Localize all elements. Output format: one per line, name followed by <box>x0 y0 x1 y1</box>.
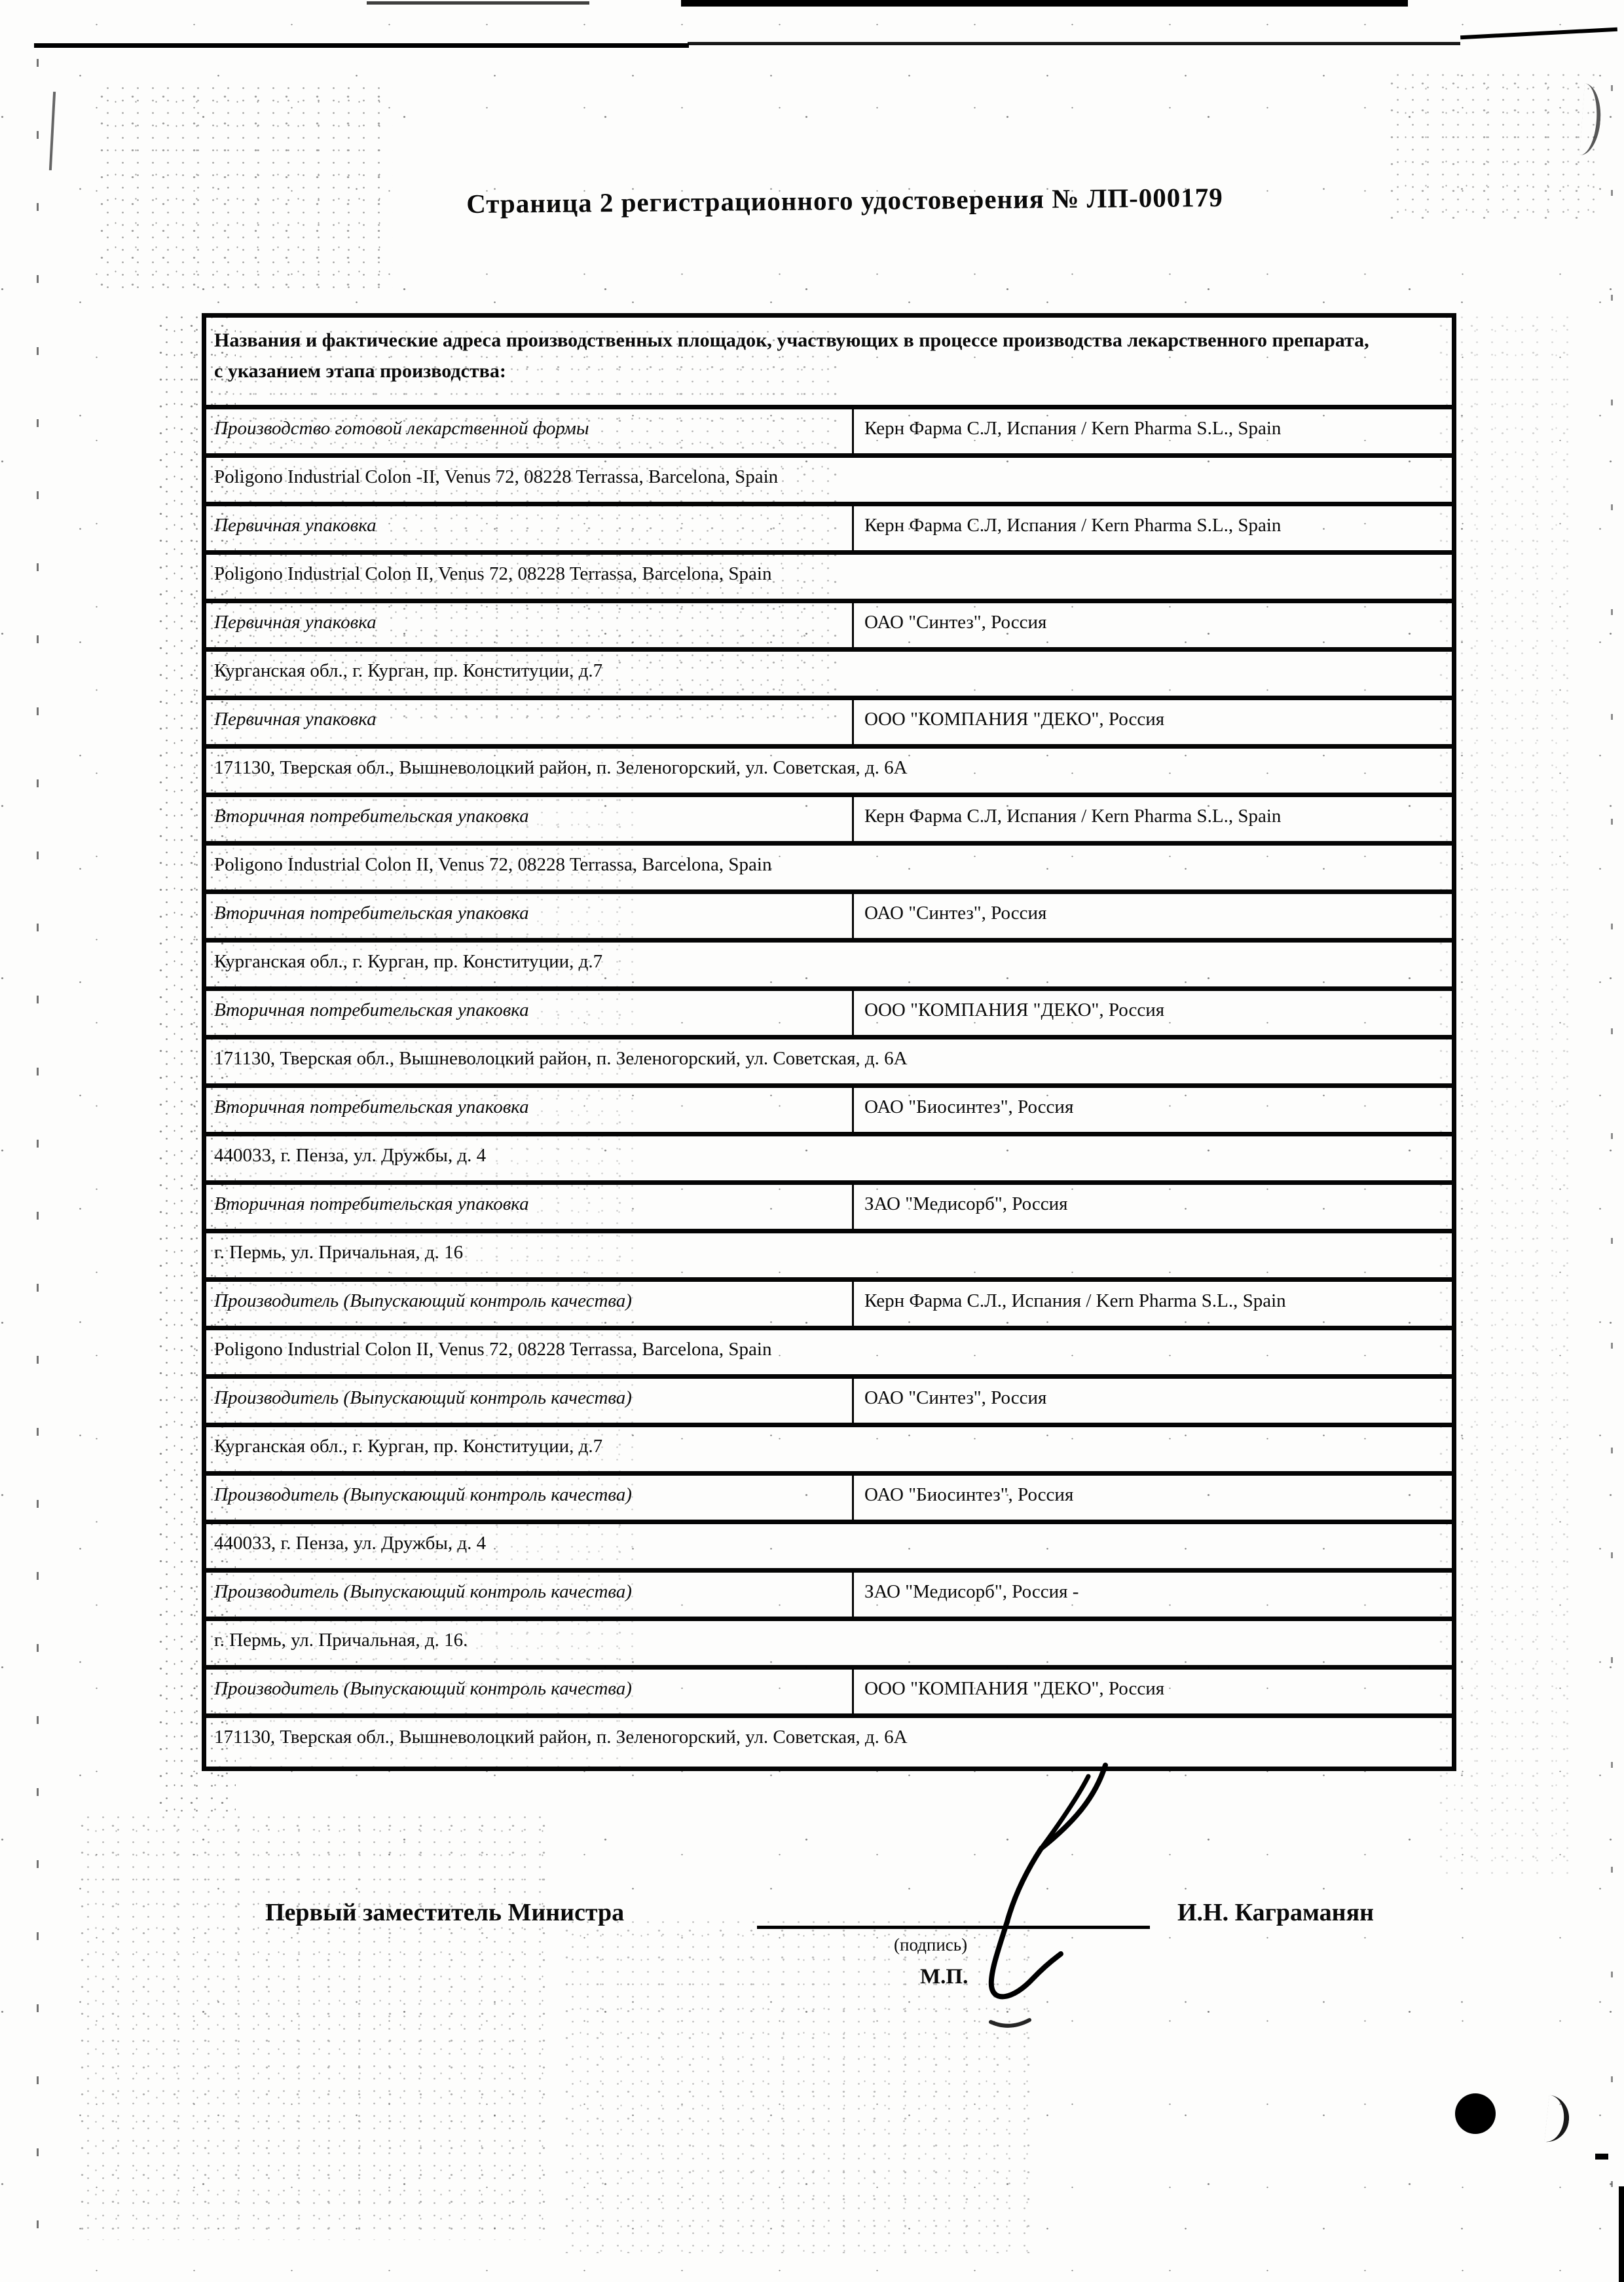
table-row <box>206 894 1452 943</box>
stage-label-cell: Вторичная потребительская упаковка <box>206 1185 854 1229</box>
manufacturer-cell: Керн Фарма С.Л, Испания / Kern Pharma S.L., Spain <box>864 806 1282 827</box>
table-row <box>206 1524 1452 1573</box>
stage-label-cell: Производство готовой лекарственной формы <box>206 409 854 453</box>
scan-tick-artifact <box>49 92 56 170</box>
table-row <box>206 749 1452 797</box>
table-row <box>206 1621 1452 1670</box>
manufacturer-cell: ОАО "Биосинтез", Россия <box>864 1484 1074 1505</box>
table-row <box>206 1282 1452 1330</box>
stage-label-cell: Производитель (Выпускающий контроль качества) <box>206 1282 854 1326</box>
stage-label-cell: Вторичная потребительская упаковка <box>206 797 854 841</box>
address-cell: Poligono Industrial Colon II, Venus 72, 08228 Terrassa, Barcelona, Spain <box>214 854 772 875</box>
address-cell: 171130, Тверская обл., Вышневолоцкий район, п. Зеленогорский, ул. Советская, д. 6А <box>214 1048 908 1069</box>
manufacturer-cell: ООО "КОМПАНИЯ "ДЕКО", Россия <box>864 1000 1165 1020</box>
stage-label-cell: Производитель (Выпускающий контроль качества) <box>206 1670 854 1713</box>
manufacturer-cell: Керн Фарма С.Л, Испания / Kern Pharma S.L., Spain <box>864 418 1282 439</box>
address-cell: 440033, г. Пенза, ул. Дружбы, д. 4 <box>214 1533 487 1554</box>
address-cell: 171130, Тверская обл., Вышневолоцкий район, п. Зеленогорский, ул. Советская, д. 6А <box>214 1727 908 1748</box>
stage-label-cell: Вторичная потребительская упаковка <box>206 894 854 938</box>
address-cell: г. Пермь, ул. Причальная, д. 16. <box>214 1630 468 1651</box>
manufacturer-cell: ЗАО "Медисорб", Россия <box>864 1193 1068 1214</box>
address-cell: г. Пермь, ул. Причальная, д. 16 <box>214 1242 464 1263</box>
address-cell: Poligono Industrial Colon II, Venus 72, 08228 Terrassa, Barcelona, Spain <box>214 1339 772 1360</box>
signatory-name: И.Н. Каграманян <box>1177 1899 1375 1926</box>
table-row <box>206 652 1452 700</box>
table-row <box>206 1136 1452 1185</box>
scan-noise-patch <box>1437 308 1575 1880</box>
scan-noise-patch <box>98 79 393 295</box>
stage-label-cell: Первичная упаковка <box>206 603 854 647</box>
table-row <box>206 458 1452 506</box>
scan-horizontal-line-artifact <box>1460 28 1617 40</box>
manufacturer-cell: ООО "КОМПАНИЯ "ДЕКО", Россия <box>864 1678 1165 1699</box>
table-row <box>206 1330 1452 1379</box>
stage-label-cell: Производитель (Выпускающий контроль качества) <box>206 1573 854 1617</box>
table-row <box>206 1039 1452 1088</box>
table-row <box>206 1088 1452 1136</box>
address-cell: 440033, г. Пенза, ул. Дружбы, д. 4 <box>214 1145 487 1166</box>
ink-dot-artifact <box>1455 2093 1496 2134</box>
table-body <box>206 409 1452 1767</box>
manufacturer-cell: Керн Фарма С.Л, Испания / Kern Pharma S.L., Spain <box>864 515 1282 536</box>
page-title: Страница 2 регистрационного удостоверения № ЛП-000179 <box>466 181 1223 219</box>
table-row <box>206 1233 1452 1282</box>
manufacturer-cell: Керн Фарма С.Л., Испания / Kern Pharma S.L., Spain <box>864 1290 1286 1311</box>
stage-label-cell: Вторичная потребительская упаковка <box>206 991 854 1035</box>
manufacturer-cell: ООО "КОМПАНИЯ "ДЕКО", Россия <box>864 709 1165 730</box>
table-row <box>206 1427 1452 1476</box>
address-cell: Poligono Industrial Colon -II, Venus 72, 08228 Terrassa, Barcelona, Spain <box>214 466 779 487</box>
manufacturer-cell: ОАО "Синтез", Россия <box>864 1387 1047 1408</box>
table-row <box>206 555 1452 603</box>
scan-left-margin-dashes <box>37 59 39 2247</box>
address-cell: Poligono Industrial Colon II, Venus 72, 08228 Terrassa, Barcelona, Spain <box>214 563 772 584</box>
table-header-line2: с указанием этапа производства: <box>214 360 506 382</box>
stage-label-cell: Производитель (Выпускающий контроль качества) <box>206 1379 854 1423</box>
address-cell: Курганская обл., г. Курган, пр. Конституции, д.7 <box>214 951 603 972</box>
table-row <box>206 846 1452 894</box>
stage-label-cell: Первичная упаковка <box>206 700 854 744</box>
scan-top-bar-artifact <box>367 1 589 5</box>
signatory-title: Первый заместитель Министра <box>265 1899 625 1926</box>
scan-edge-bar-artifact <box>1619 2186 1624 2282</box>
table-row <box>206 797 1452 846</box>
table-header-line1: Названия и фактические адреса производственных площадок, участвующих в процессе производства лекарственного препарата, <box>214 329 1369 351</box>
table-header <box>206 318 1452 409</box>
handwritten-signature <box>950 1723 1408 2050</box>
stage-label-cell: Первичная упаковка <box>206 506 854 550</box>
scan-top-bar-artifact <box>681 0 1408 7</box>
manufacturing-sites-table <box>202 313 1456 1771</box>
stage-label-cell: Вторичная потребительская упаковка <box>206 1088 854 1132</box>
table-row <box>206 700 1452 749</box>
seal-label: М.П. <box>920 1965 969 1989</box>
table-row <box>206 1476 1452 1524</box>
table-row <box>206 943 1452 991</box>
signature-line <box>757 1926 1150 1929</box>
table-row <box>206 1379 1452 1427</box>
table-row <box>206 991 1452 1039</box>
scan-right-margin-dashes <box>1611 85 1613 2220</box>
scan-noise-patch <box>563 1913 1035 2253</box>
stage-label-cell: Производитель (Выпускающий контроль качества) <box>206 1476 854 1520</box>
signature-caption: (подпись) <box>894 1935 968 1955</box>
table-row <box>206 1185 1452 1233</box>
table-row <box>206 1670 1452 1718</box>
table-row <box>206 506 1452 555</box>
scan-horizontal-line-artifact <box>34 43 689 48</box>
address-cell: Курганская обл., г. Курган, пр. Конституции, д.7 <box>214 1436 603 1457</box>
manufacturer-cell: ОАО "Синтез", Россия <box>864 903 1047 924</box>
scan-noise-patch <box>79 1808 550 2240</box>
table-row <box>206 1573 1452 1621</box>
scan-paren-mark <box>1579 83 1603 157</box>
table-row <box>206 1718 1452 1767</box>
scan-horizontal-line-artifact <box>688 42 1460 45</box>
manufacturer-cell: ЗАО "Медисорб", Россия - <box>864 1581 1079 1602</box>
address-cell: 171130, Тверская обл., Вышневолоцкий район, п. Зеленогорский, ул. Советская, д. 6А <box>214 757 908 778</box>
scan-paren-mark <box>1544 2095 1571 2144</box>
table-row <box>206 409 1452 458</box>
address-cell: Курганская обл., г. Курган, пр. Конституции, д.7 <box>214 660 603 681</box>
scan-dash-artifact <box>1595 2154 1608 2160</box>
table-row <box>206 603 1452 652</box>
manufacturer-cell: ОАО "Синтез", Россия <box>864 612 1047 633</box>
manufacturer-cell: ОАО "Биосинтез", Россия <box>864 1096 1074 1117</box>
